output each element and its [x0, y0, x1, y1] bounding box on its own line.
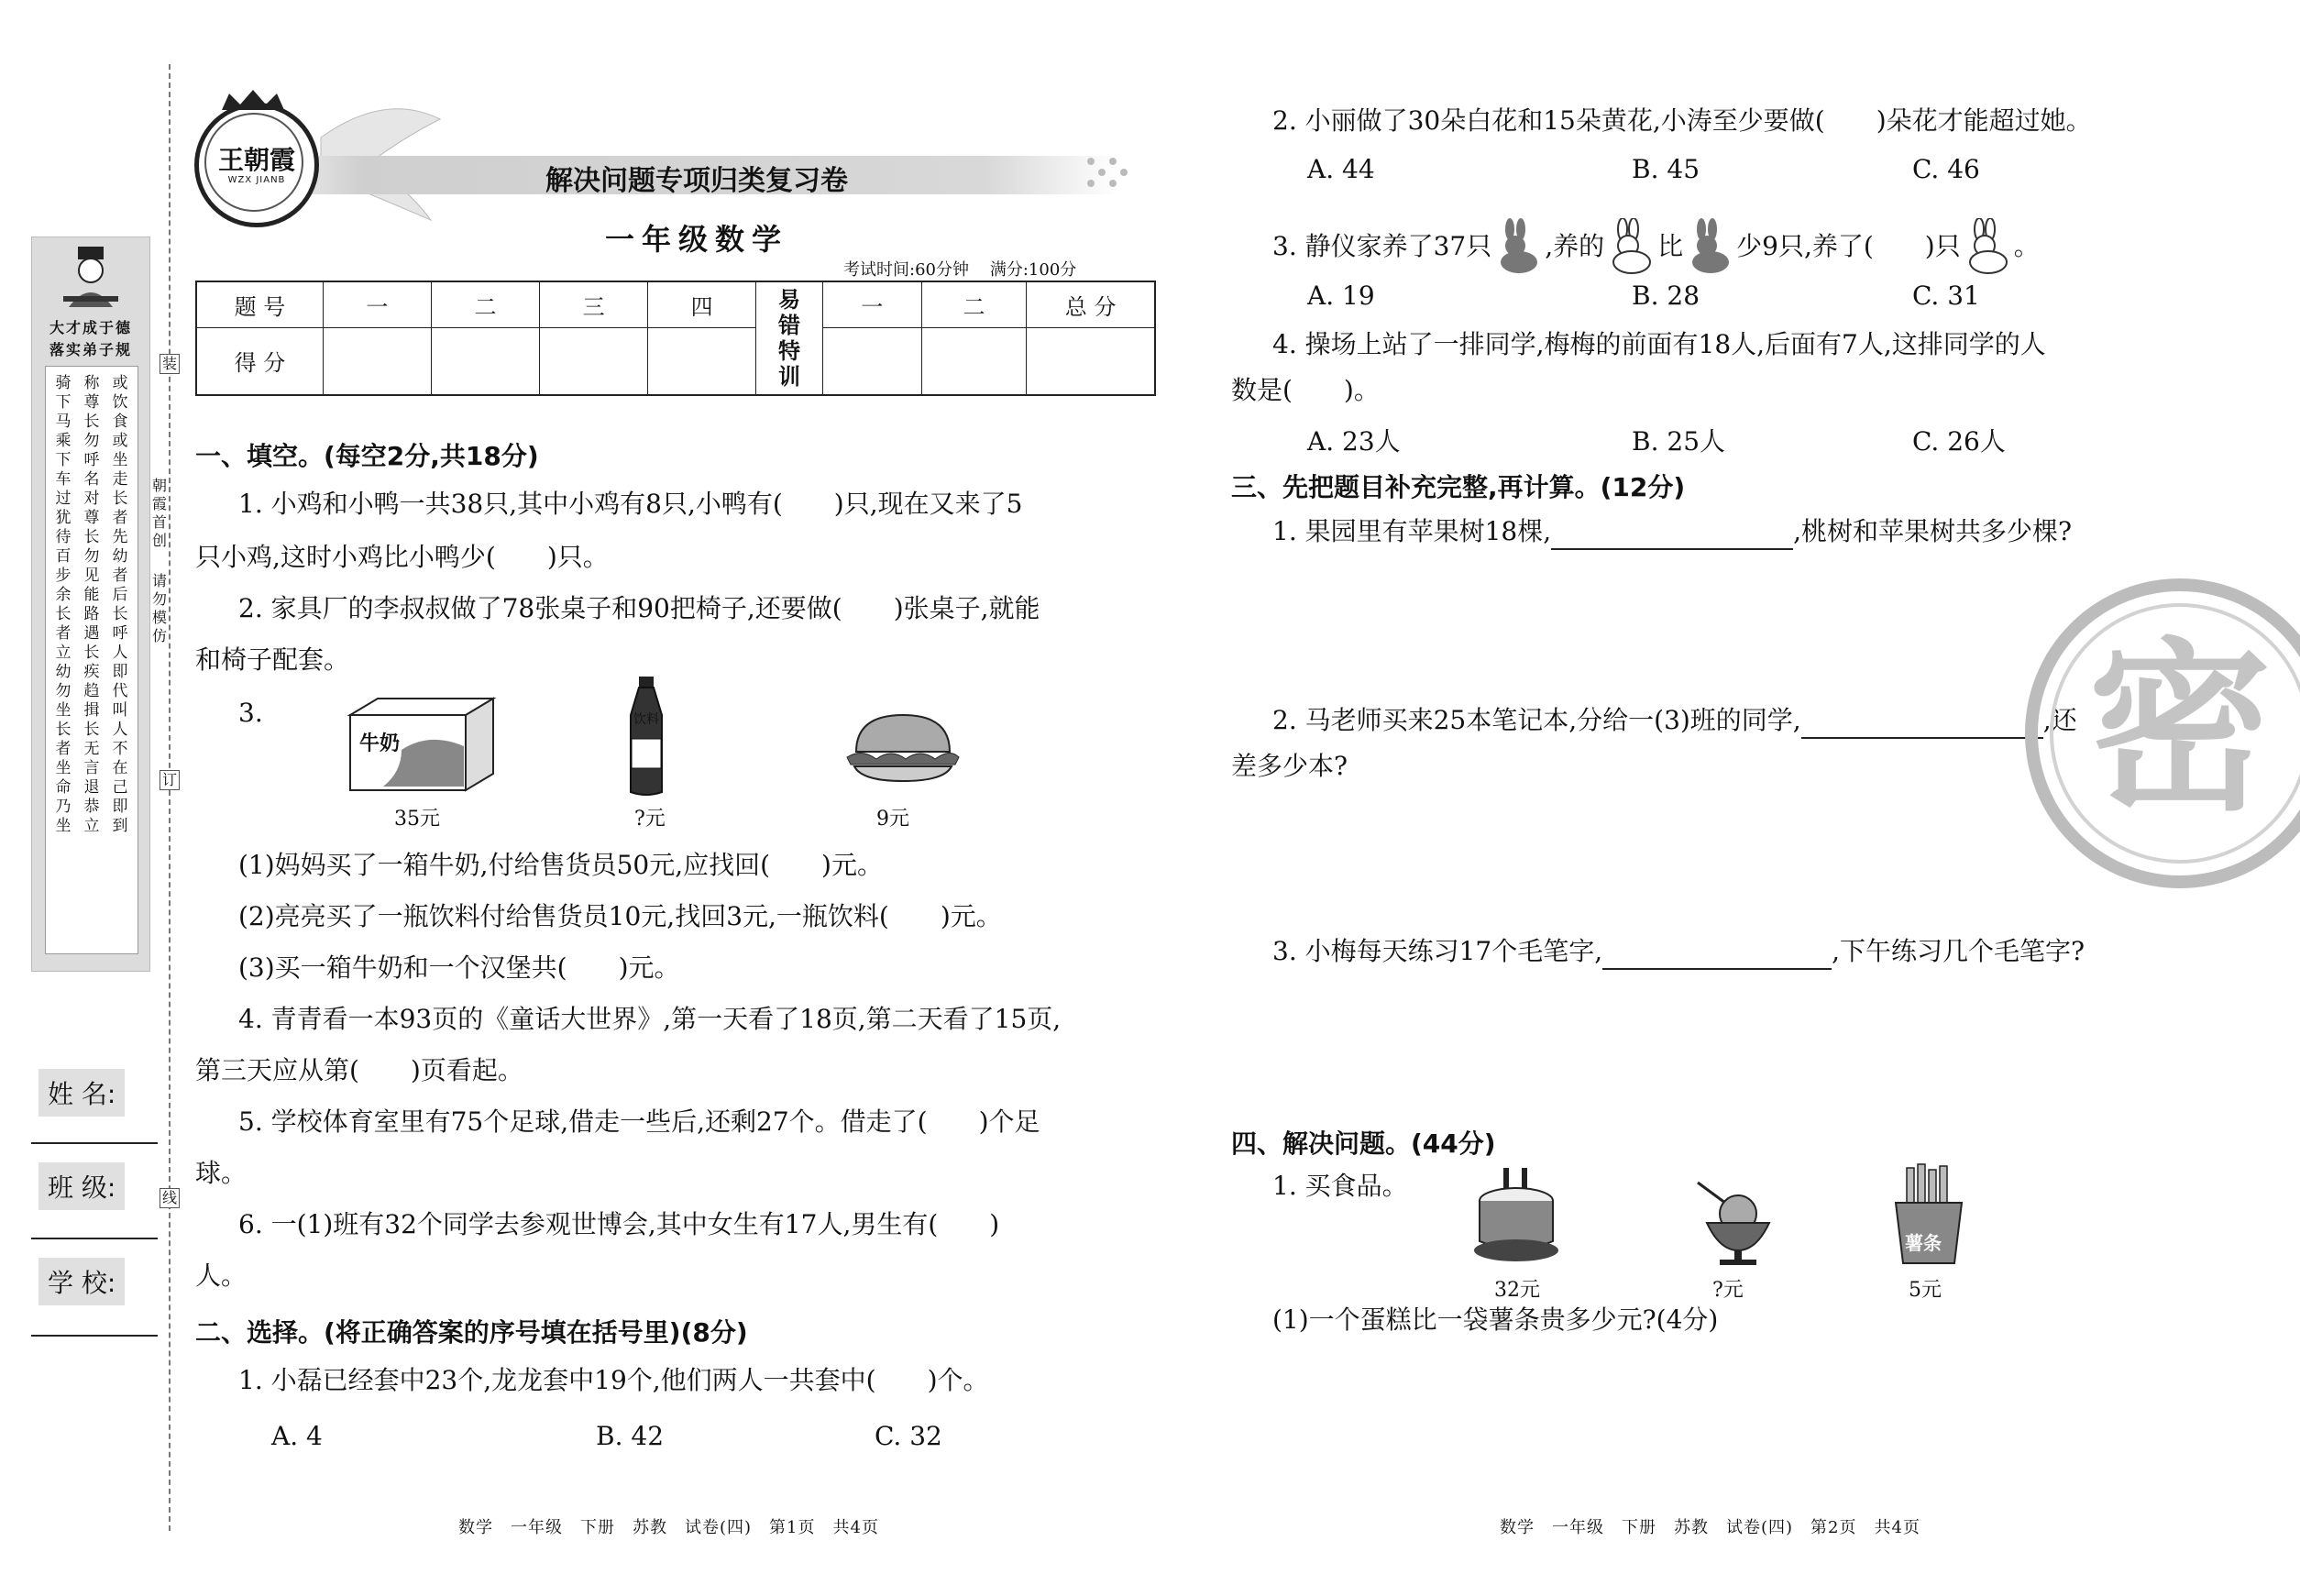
exam-info [843, 257, 1076, 281]
score-col-4: 四 [648, 281, 756, 327]
q2-line2: 和椅子配套。 [195, 644, 350, 675]
total-col: 总 分 [1027, 281, 1155, 327]
binding-line [169, 64, 171, 1531]
exam-time: 考试时间:60分钟 [843, 260, 969, 280]
brand-english: WZX JIANB [227, 175, 286, 185]
no-copy-note: 请勿模仿 [151, 572, 167, 644]
price-fries: 5元 [1909, 1279, 1942, 1302]
choice-4-option-c[interactable]: C. 26人 [1912, 426, 2006, 457]
choice-3-option-c[interactable]: C. 31 [1912, 281, 1980, 311]
choice-2: 2. 小丽做了30朵白花和15朵黄花,小涛至少要做( )朵花才能超过她。 [1272, 105, 2092, 136]
cut-mark-2: 订 [160, 770, 180, 790]
problem-2-line2: 差多少本? [1231, 751, 1348, 781]
score-col-1: 一 [323, 281, 431, 327]
section-3-title: 三、先把题目补充完整,再计算。(12分) [1231, 472, 1686, 502]
total-cell[interactable] [1027, 327, 1155, 395]
stamp-character: 密 [2087, 622, 2272, 836]
rules-column-3: 或饮食或坐走长者先幼者后长呼人即代叫人不在己即到 [112, 374, 128, 835]
drink-label: 饮料 [633, 712, 659, 727]
choice-1-option-a[interactable]: A. 4 [271, 1421, 323, 1451]
full-score: 满分:100分 [989, 260, 1077, 280]
motto-strip [31, 237, 150, 972]
special-training-label: 易错特训 [777, 287, 800, 390]
q3-part3: (3)买一箱牛奶和一个汉堡共( )元。 [238, 952, 680, 983]
choice-2-option-c[interactable]: C. 46 [1912, 154, 1980, 184]
problem-3 [1272, 933, 2085, 970]
class-label: 班 级: [39, 1162, 125, 1210]
choice-1: 1. 小磊已经套中23个,龙龙套中19个,他们两人一共套中( )个。 [238, 1365, 989, 1395]
drink-bottle-icon [623, 675, 669, 798]
q4-line2: 第三天应从第( )页看起。 [195, 1055, 523, 1085]
scholar-icon [60, 245, 122, 309]
q1-line2: 只小鸡,这时小鸡比小鸭少( )只。 [195, 542, 609, 572]
section-2-title: 二、选择。(将正确答案的序号填在括号里)(8分) [195, 1317, 748, 1348]
problem-1-start: 1. 果园里有苹果树18棵, [1272, 516, 1552, 546]
choice-4-line2: 数是( )。 [1231, 375, 1380, 405]
q5-line2: 球。 [195, 1158, 248, 1188]
special-col-1: 一 [822, 281, 921, 327]
section-1-title: 一、填空。(每空2分,共18分) [195, 441, 539, 471]
problem-1-blank[interactable] [1551, 523, 1793, 550]
problem-d1-part1: (1)一个蛋糕比一袋薯条贵多少元?(4分) [1272, 1304, 1719, 1335]
rules-box [45, 366, 138, 954]
score-row-label: 题 号 [196, 281, 323, 327]
rules-column-1: 骑下马乘下车过犹待百步余长者立幼勿坐长者坐命乃坐 [55, 374, 72, 835]
burger-icon [843, 711, 963, 785]
problem-d1: 1. 买食品。 [1272, 1171, 1408, 1201]
price-cake: 32元 [1494, 1279, 1540, 1302]
price-burger: 9元 [876, 808, 909, 831]
q3-part2: (2)亮亮买了一瓶饮料付给售货员10元,找回3元,一瓶饮料( )元。 [238, 901, 1002, 931]
choice-3 [1272, 218, 2040, 275]
problem-2-blank[interactable] [1801, 711, 2043, 739]
choice-4-option-a[interactable]: A. 23人 [1307, 426, 1401, 457]
school-label: 学 校: [39, 1258, 125, 1305]
section-4-title: 四、解决问题。(44分) [1231, 1128, 1496, 1159]
score-cell-1[interactable] [323, 327, 431, 395]
q6-line1: 6. 一(1)班有32个同学去参观世博会,其中女生有17人,男生有( ) [238, 1209, 1000, 1239]
score-cell-4[interactable] [648, 327, 756, 395]
problem-3-start: 3. 小梅每天练习17个毛笔字, [1272, 936, 1603, 966]
choice-1-option-c[interactable]: C. 32 [875, 1421, 942, 1451]
price-icecream: ?元 [1712, 1279, 1744, 1302]
name-label: 姓 名: [39, 1069, 125, 1117]
q2-line1: 2. 家具厂的李叔叔做了78张桌子和90把椅子,还要做( )张桌子,就能 [238, 593, 1040, 623]
grey-rabbit-icon [1491, 218, 1545, 275]
score-col-3: 三 [540, 281, 648, 327]
motto-2: 落实弟子规 [49, 341, 132, 358]
score-cell-3[interactable] [540, 327, 648, 395]
milk-label: 牛奶 [359, 732, 401, 755]
choice-3-part-5: 。 [2013, 231, 2040, 261]
choice-4-line1: 4. 操场上站了一排同学,梅梅的前面有18人,后面有7人,这排同学的人 [1272, 329, 2046, 359]
cut-mark-3: 线 [160, 1188, 180, 1208]
white-rabbit-icon [1604, 218, 1657, 275]
exam-title: 解决问题专项归类复习卷 [545, 165, 848, 197]
name-field[interactable] [31, 1142, 158, 1144]
banner-dots [1082, 152, 1155, 198]
footer-page-1: 数学 一年级 下册 苏教 试卷(四) 第1页 共4页 [458, 1518, 879, 1537]
special-training-cell [756, 281, 823, 395]
fries-label: 薯条 [1905, 1232, 1942, 1254]
white-rabbit-icon [1961, 218, 2014, 275]
problem-3-end: ,下午练习几个毛笔字? [1832, 936, 2085, 966]
special-cell-2[interactable] [921, 327, 1026, 395]
choice-3-part-1: 3. 静仪家养了37只 [1272, 231, 1492, 261]
score-row-label-2: 得 分 [196, 327, 323, 395]
motto-1: 大才成于德 [49, 319, 132, 336]
score-table [195, 281, 1156, 396]
secret-stamp [2024, 578, 2300, 889]
choice-2-option-a[interactable]: A. 44 [1307, 154, 1375, 184]
rules-column-2: 称尊长勿呼名对尊长勿见能路遇长疾趋揖长无言退恭立 [83, 374, 100, 835]
q5-line1: 5. 学校体育室里有75个足球,借走一些后,还剩27个。借走了( )个足 [238, 1106, 1040, 1137]
brand-name: 王朝霞 [217, 145, 295, 175]
problem-1-end: ,桃树和苹果树共多少棵? [1793, 516, 2073, 546]
school-field[interactable] [31, 1335, 158, 1337]
choice-3-part-4: 少9只,养了( )只 [1736, 231, 1961, 261]
ice-cream-icon [1692, 1177, 1784, 1269]
choice-3-option-a[interactable]: A. 19 [1307, 281, 1375, 311]
choice-4-option-b[interactable]: B. 25人 [1632, 426, 1726, 457]
price-drink: ?元 [634, 808, 666, 831]
q1-line1: 1. 小鸡和小鸭一共38只,其中小鸡有8只,小鸭有( )只,现在又来了5 [238, 489, 1023, 519]
exam-subtitle: 一年级数学 [604, 222, 788, 257]
q4-line1: 4. 青青看一本93页的《童话大世界》,第一天看了18页,第二天看了15页, [238, 1004, 1062, 1034]
problem-1 [1272, 513, 2072, 550]
special-col-2: 二 [921, 281, 1026, 327]
crown-icon [216, 88, 290, 112]
choice-3-part-3: 比 [1657, 231, 1684, 261]
brand-logo [194, 103, 319, 227]
q3-number: 3. [238, 698, 263, 728]
special-cell-1[interactable] [822, 327, 921, 395]
problem-3-blank[interactable] [1602, 942, 1832, 970]
q3-part1: (1)妈妈买了一箱牛奶,付给售货员50元,应找回( )元。 [238, 850, 883, 880]
score-col-2: 二 [431, 281, 539, 327]
original-note: 朝霞首创 [151, 477, 167, 549]
score-cell-2[interactable] [431, 327, 539, 395]
choice-1-option-b[interactable]: B. 42 [596, 1421, 665, 1451]
choice-3-option-b[interactable]: B. 28 [1632, 281, 1700, 311]
cut-mark-1: 装 [160, 354, 180, 374]
problem-2-end: ,还 [2042, 705, 2077, 735]
class-field[interactable] [31, 1238, 158, 1239]
cake-icon [1470, 1164, 1562, 1265]
price-milk: 35元 [394, 808, 440, 831]
problem-2-start: 2. 马老师买来25本笔记本,分给一(3)班的同学, [1272, 705, 1801, 735]
choice-3-part-2: ,养的 [1545, 231, 1605, 261]
q6-line2: 人。 [195, 1260, 248, 1291]
problem-2 [1272, 702, 2077, 739]
grey-rabbit-icon [1683, 218, 1736, 275]
choice-2-option-b[interactable]: B. 45 [1632, 154, 1700, 184]
footer-page-2: 数学 一年级 下册 苏教 试卷(四) 第2页 共4页 [1500, 1518, 1920, 1537]
